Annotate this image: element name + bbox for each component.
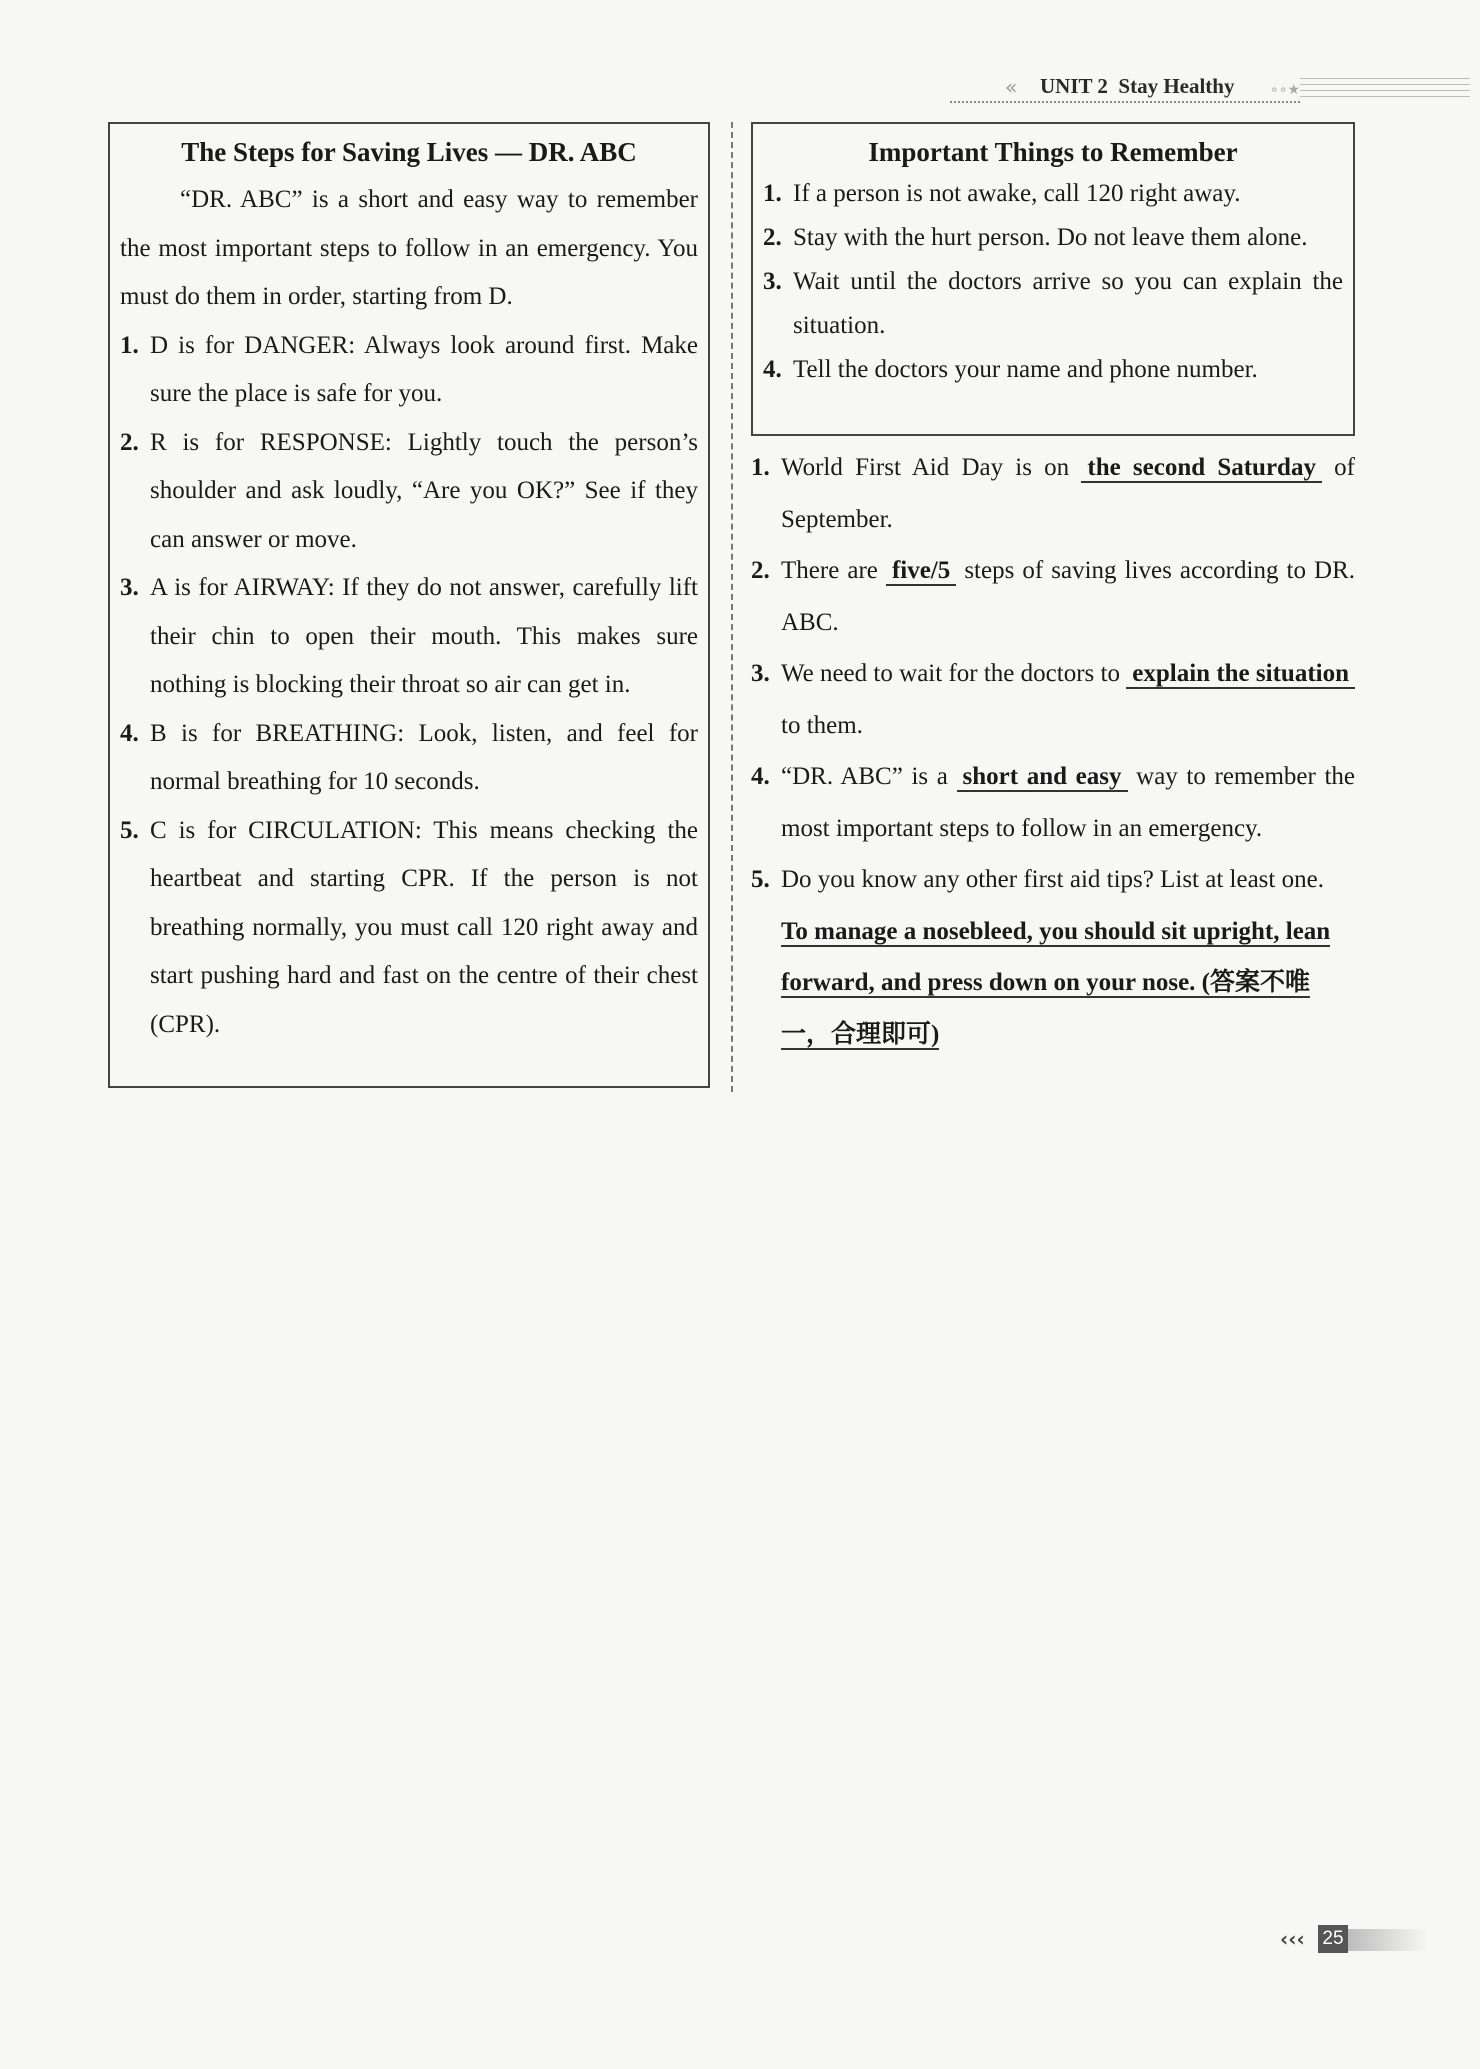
question-item xyxy=(751,854,1355,906)
list-item xyxy=(120,564,698,710)
question-text-after: to them. xyxy=(781,711,863,739)
item-text: R is for RESPONSE: Lightly touch the person’s shoulder and ask loudly, “Are you OK?” See if they can answer or move. xyxy=(150,428,698,553)
star-decoration-icon: ∘∘★ xyxy=(1270,82,1301,98)
question-number: 4. xyxy=(751,763,770,790)
answer-blank[interactable]: short and easy xyxy=(957,763,1128,792)
page-footer xyxy=(1280,1925,1440,1957)
answer-blank[interactable]: the second Saturday xyxy=(1081,454,1322,483)
steps-list xyxy=(120,322,698,1050)
item-number: 1. xyxy=(763,180,782,207)
column-divider xyxy=(731,122,733,1092)
item-text: If a person is not awake, call 120 right away. xyxy=(793,180,1241,207)
item-text: Wait until the doctors arrive so you can explain the situation. xyxy=(793,268,1343,339)
question-text-before: “DR. ABC” is a xyxy=(781,763,957,790)
item-text: Stay with the hurt person. Do not leave them alone. xyxy=(793,224,1308,251)
q5-answer: To manage a nosebleed, you should sit upright, lean forward, and press down on your nose. (答案不唯一，合理即可) xyxy=(781,917,1331,1048)
question-number: 3. xyxy=(751,660,770,687)
question-text-before: We need to wait for the doctors to xyxy=(781,660,1127,687)
question-number: 5. xyxy=(751,866,770,893)
unit-title: UNIT 2 Stay Healthy xyxy=(1040,74,1235,98)
reading-title: The Steps for Saving Lives — DR. ABC xyxy=(181,137,637,167)
item-number: 5. xyxy=(120,816,139,844)
questions-section xyxy=(751,442,1355,1060)
reading-intro: “DR. ABC” is a short and easy way to remember the most important steps to follow in an emergency. You must do them in order, starting from D. xyxy=(120,186,698,310)
remember-list xyxy=(763,172,1343,392)
list-item xyxy=(120,419,698,565)
item-number: 1. xyxy=(120,331,139,359)
question-item xyxy=(751,751,1355,854)
item-number: 4. xyxy=(120,719,139,747)
footer-gradient-bar xyxy=(1348,1929,1428,1951)
question-text-before: World First Aid Day is on xyxy=(781,454,1082,481)
item-text: D is for DANGER: Always look around first. Make sure the place is safe for you. xyxy=(150,331,698,407)
item-number: 3. xyxy=(120,574,139,601)
question-text-before: There are xyxy=(781,557,886,584)
item-text: Tell the doctors your name and phone number. xyxy=(793,356,1258,383)
running-header xyxy=(950,68,1470,108)
item-number: 2. xyxy=(120,428,139,456)
question-list xyxy=(751,442,1355,906)
question-number: 2. xyxy=(751,557,770,584)
question-item xyxy=(751,648,1355,751)
list-item xyxy=(763,348,1343,392)
list-item xyxy=(120,710,698,807)
list-item xyxy=(763,216,1343,260)
question-text-after: steps of saving lives according to DR. ABC. xyxy=(781,557,1355,636)
remember-title: Important Things to Remember xyxy=(868,137,1238,167)
item-number: 4. xyxy=(763,356,782,383)
question-number: 1. xyxy=(751,454,770,481)
question-item xyxy=(751,442,1355,545)
header-dotted-rule xyxy=(950,101,1300,103)
list-item xyxy=(120,322,698,419)
item-text: A is for AIRWAY: If they do not answer, carefully lift their chin to open their mouth. This makes sure nothing is blocking their throat so air can get in. xyxy=(150,574,698,698)
list-item xyxy=(763,260,1343,348)
page-number: 25 xyxy=(1318,1925,1348,1953)
answer-blank[interactable]: explain the situation xyxy=(1126,660,1355,689)
double-chevron-left-icon: « xyxy=(1005,75,1018,99)
item-number: 2. xyxy=(763,224,782,251)
question-item xyxy=(751,545,1355,648)
item-text: C is for CIRCULATION: This means checking the heartbeat and starting CPR. If the person is not breathing normally, you must call 120 right away and start pushing hard and fast on the centre of their chest (CPR). xyxy=(150,816,698,1038)
question-text-before: Do you know any other first aid tips? List at least one. xyxy=(781,866,1324,893)
question-text-after: of September. xyxy=(781,454,1355,533)
list-item xyxy=(120,807,698,1050)
question-text-after: way to remember the most important steps to follow in an emergency. xyxy=(781,763,1356,842)
remember-box xyxy=(751,122,1355,436)
dr-abc-reading-box xyxy=(108,122,710,1088)
answer-blank[interactable]: five/5 xyxy=(886,557,956,586)
list-item xyxy=(763,172,1343,216)
item-text: B is for BREATHING: Look, listen, and feel for normal breathing for 10 seconds. xyxy=(150,719,698,795)
item-number: 3. xyxy=(763,268,782,295)
header-lines-decoration xyxy=(1300,78,1470,102)
triple-chevron-left-icon: ‹‹‹ xyxy=(1280,1927,1305,1951)
